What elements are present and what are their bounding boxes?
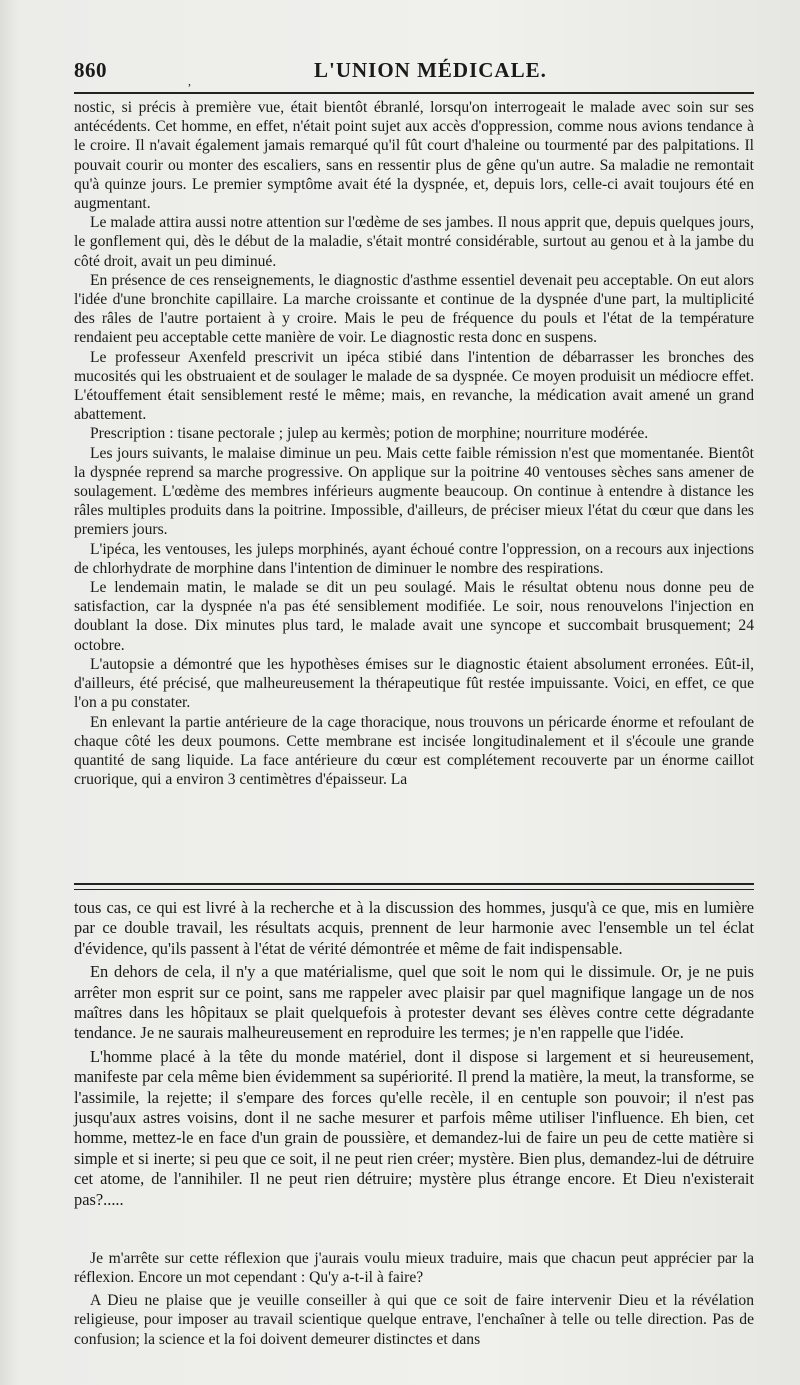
paragraph: Le lendemain matin, le malade se dit un peu soulagé. Mais le résultat obtenu nous donne peu de satisfaction, car la dyspnée n'a pas été sensiblement modifiée. Le soir, nous renouvelons l'injection en doublant la dose. Dix minutes plus tard, le malade avait une syncope et succombait brusquement; 24 octobre. xyxy=(74,579,754,654)
paragraph: Prescription : tisane pectorale ; julep au kermès; potion de morphine; nourriture modérée. xyxy=(90,425,649,443)
section-divider xyxy=(74,883,754,890)
paragraph: En enlevant la partie antérieure de la cage thoracique, nous trouvons un péricarde énorme et refoulant de chaque côté les deux poumons. Cette membrane est incisée longitudinalement et il s'écoule une grande quantité de sang liquide. La face antérieure du cœur est complétement recouverte par un énorme caillot cruorique, qui a environ 3 centimètres d'épaisseur. La xyxy=(74,713,754,789)
feuilleton-closing-text xyxy=(74,1249,754,1352)
paragraph: tous cas, ce qui est livré à la recherche et à la discussion des hommes, jusqu'à ce que, mis en lumière par ce double travail, les résultats acquis, prennent de leur harmonie avec l'ensemble un tel éclat d'évidence, qu'ils passent à l'état de vérité démontrée et même de fait indispensable. xyxy=(74,898,754,958)
paragraph: Les jours suivants, le malaise diminue un peu. Mais cette faible rémission n'est que momentanée. Bientôt la dyspnée reprend sa marche progressive. On applique sur la poitrine 40 ventouses sèches sans amener de soulagement. L'œdème des membres inférieurs augmente beaucoup. On continue à entendre à distance les râles multiples produits dans la poitrine. Impossible, d'ailleurs, de préciser mieux l'état du cœur que dans les premiers jours. xyxy=(74,444,754,539)
page-number: 860 xyxy=(74,58,107,82)
paragraph: L'homme placé à la tête du monde matériel, dont il dispose si largement et si heureusement, manifeste par cela même bien évidemment sa supériorité. Il prend la matière, la meut, la transforme, se l'assimile, la rejette; il s'empare des forces qu'elle recèle, il en centuple son pouvoir; il n'est pas jusqu'aux astres voisins, dont il ne sache mesurer et parfois même utiliser l'influence. Eh bien, cet homme, mettez-le en face d'un grain de poussière, et demandez-lui de faire un peu de cette matière si simple et si inerte; si peu que ce soit, il ne peut rien créer; mystère. Bien plus, demandez-lui de détruire cet atome, de l'annihiler. Il ne peut rien détruire; mystère plus étrange encore. Et Dieu n'existerait pas?..... xyxy=(74,1046,754,1209)
paragraph: En dehors de cela, il n'y a que matérialisme, quel que soit le nom qui le dissimule. Or, je ne puis arrêter mon esprit sur ce point, sans me rappeler avec plaisir par quel magnifique langage un de nos maîtres dans les hôpitaux se plait quelquefois à protester devant ses élèves contre cette dégradante tendance. Je ne saurais malheureusement en reproduire les termes; je n'en rappelle que l'idée. xyxy=(74,962,754,1043)
paragraph: nostic, si précis à première vue, était bientôt ébranlé, lorsqu'on interrogeait le malade avec soin sur ses antécédents. Cet homme, en effet, n'était point sujet aux accès d'oppression, comme nous avions tendance à le croire. Il n'avait également jamais remarqué qu'il fût court d'haleine ou tourmenté par des palpitations. Il pouvait courir ou monter des escaliers, sans en ressentir plus de gêne qu'un autre. Sa maladie ne remontait qu'à quinze jours. Le premier symptôme avait été la dyspnée, et, depuis lors, celle-ci avait toujours été en augmentant. xyxy=(74,99,754,213)
paragraph: A Dieu ne plaise que je veuille conseiller à qui que ce soit de faire intervenir Dieu et la révélation religieuse, pour imposer au travail scientique quelque entrave, l'enchaîner à telle ou telle direction. Pas de confusion; la science et la foi doivent demeurer distinctes et dans xyxy=(74,1291,754,1348)
paragraph: Le malade attira aussi notre attention sur l'œdème de ses jambes. Il nous apprit que, depuis quelques jours, le gonflement qui, dès le début de la maladie, s'était montré considérable, surtout au genou et à la jambe du côté droit, avait un peu diminué. xyxy=(74,214,754,270)
page-header xyxy=(74,58,754,88)
paragraph: L'autopsie a démontré que les hypothèses émises sur le diagnostic étaient absolument erronées. Eût-il, d'ailleurs, été précisé, que malheureusement la thérapeutique fût restée impuissante. Voici, en effet, ce que l'on a pu constater. xyxy=(74,655,754,712)
running-title: L'UNION MÉDICALE. xyxy=(314,58,547,82)
clinical-case-text xyxy=(74,98,754,789)
print-mark: , xyxy=(188,74,191,88)
feuilleton-text xyxy=(74,898,754,1213)
header-rule xyxy=(74,92,754,94)
paragraph: En présence de ces renseignements, le diagnostic d'asthme essentiel devenait peu acceptable. On eut alors l'idée d'une bronchite capillaire. La marche croissante et continue de la dyspnée d'une part, la multiplicité des râles de l'autre portaient à y croire. Mais le peu de fréquence du pouls et l'état de la température rendaient peu acceptable cette manière de voir. Le diagnostic resta donc en suspens. xyxy=(74,271,754,347)
paragraph: Le professeur Axenfeld prescrivit un ipéca stibié dans l'intention de débarrasser les bronches des mucosités qui les obstruaient et de soulager le malade de sa dyspnée. Ce moyen produisit un médiocre effet. L'étouffement était sensiblement resté le même; mais, en revanche, la médication avait amené un grand abattement. xyxy=(74,348,754,424)
paragraph: Je m'arrête sur cette réflexion que j'aurais voulu mieux traduire, mais que chacun peut apprécier par la réflexion. Encore un mot cependant : Qu'y a-t-il à faire? xyxy=(74,1250,754,1287)
paragraph: L'ipéca, les ventouses, les juleps morphinés, ayant échoué contre l'oppression, on a recours aux injections de chlorhydrate de morphine dans l'intention de diminuer le nombre des respirations. xyxy=(74,540,754,577)
